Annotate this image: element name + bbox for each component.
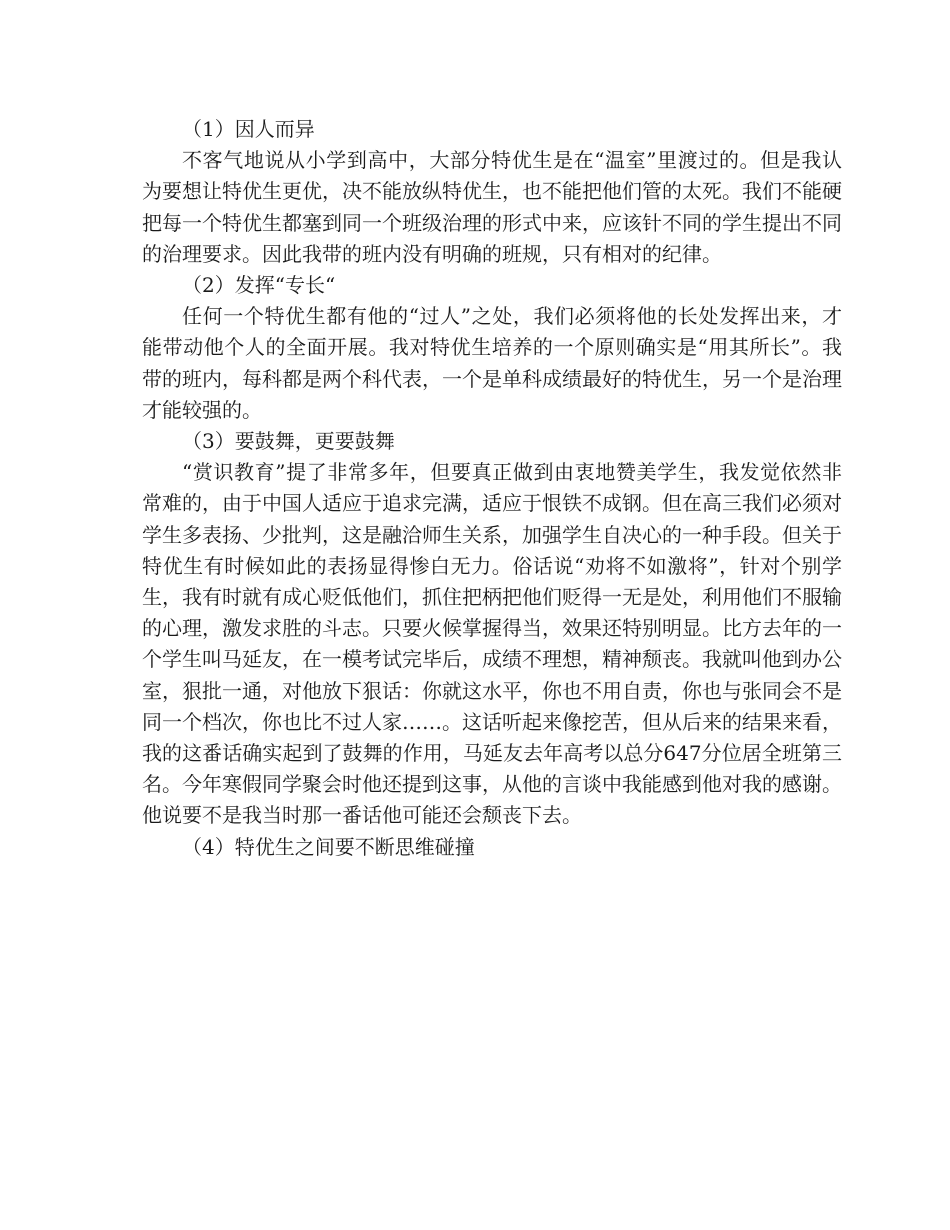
section-heading-2: （2）发挥“专长“ [182, 273, 336, 298]
section-heading-1: （1）因人而异 [182, 117, 315, 141]
section-heading-4: （4）特优生之间要不断思维碰撞 [182, 834, 475, 859]
section-heading-3: （3）要鼓舞，更要鼓舞 [182, 429, 395, 454]
section-3-paragraph: “赏识教育”提了非常多年，但要真正做到由衷地赞美学生，我发觉依然非常难的，由于中国人适应于追求完满，适应于恨铁不成钢。但在高三我们必须对学生多表扬、少批判，这是融洽师生关系，加强学生自决心的一种手段。但关于特优生有时候如此的表扬显得惨白无力。俗话说“劝将不如激将”，针对个别学生，我有时就有成心贬低他们，抓住把柄把他们贬得一无是处，利用他们不服输的心理，激发求胜的斗志。只要火候掌握得当，效果还特别明显。比方去年的一个学生叫马延友，在一模考试完毕后，成绩不理想，精神颓丧。我就叫他到办公室，狠批一通，对他放下狠话：你就这水平，你也不用自责，你也与张同会不是同一个档次，你也比不过人家……。这话听起来像挖苦，但从后来的结果来看，我的这番话确实起到了鼓舞的作用，马延友去年高考以总分647分位居全班第三名。今年寒假同学聚会时他还提到这事，从他的言谈中我能感到他对我的感谢。他说要不是我当时那一番话他可能还会颓丧下去。 [142, 460, 842, 828]
section-1-paragraph: 不客气地说从小学到高中，大部分特优生是在“温室”里渡过的。但是我认为要想让特优生更优，决不能放纵特优生，也不能把他们管的太死。我们不能硬把每一个特优生都塞到同一个班级治理的形式中来，应该针不同的学生提出不同的治理要求。因此我带的班内没有明确的班规，只有相对的纪律。 [142, 148, 842, 266]
section-2-paragraph: 任何一个特优生都有他的“过人”之处，我们必须将他的长处发挥出来，才能带动他个人的全面开展。我对特优生培养的一个原则确实是“用其所长”。我带的班内，每科都是两个科代表，一个是单科成绩最好的特优生，另一个是治理才能较强的。 [142, 304, 842, 422]
document-body [142, 114, 842, 863]
